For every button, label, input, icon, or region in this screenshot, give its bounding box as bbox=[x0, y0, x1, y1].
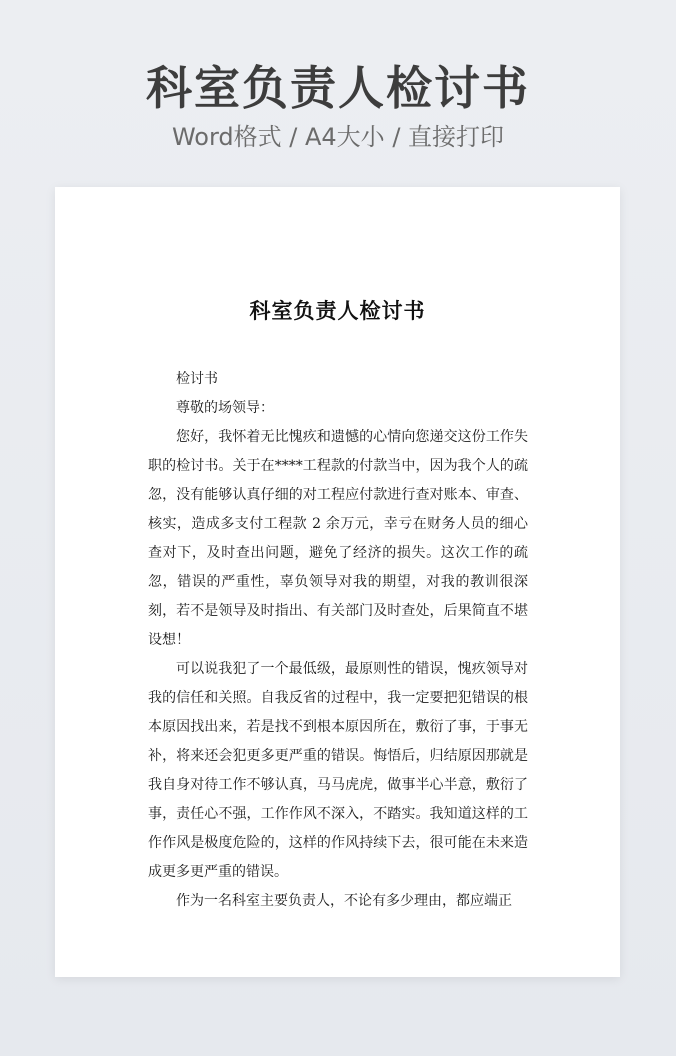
header-title: 科室负责人检讨书 bbox=[146, 61, 530, 115]
document-paragraph: 可以说我犯了一个最低级，最原则性的错误，愧疚领导对我的信任和关照。自我反省的过程中，我一定要把犯错误的根本原因找出来，若是找不到根本原因所在，敷衍了事，于事无补，将来还会犯更多更严重的错误。悔悟后，归结原因那就是我自身对待工作不够认真，马马虎虎，做事半心半意，敷衍了事，责任心不强，工作作风不深入，不踏实。我知道这样的工作作风是极度危险的，这样的作风持续下去，很可能在未来造成更多更严重的错误。 bbox=[148, 661, 528, 880]
document-page bbox=[55, 187, 620, 977]
document-paragraph: 尊敬的场领导： bbox=[176, 400, 274, 416]
document-paragraph: 作为一名科室主要负责人，不论有多少理由，都应端正 bbox=[176, 893, 512, 909]
document-title: 科室负责人检讨书 bbox=[249, 298, 426, 323]
document-paragraph: 检讨书 bbox=[176, 371, 218, 387]
page-header bbox=[0, 60, 676, 154]
document-paragraph: 您好，我怀着无比愧疚和遗憾的心情向您递交这份工作失职的检讨书。关于在****工程款的付款当中，因为我个人的疏忽，没有能够认真仔细的对工程应付款进行查对账本、审查、核实，造成多支付工程款 2 余万元，幸亏在财务人员的细心查对下，及时查出问题，避免了经济的损失。这次工作的疏忽，错误的严重性，辜负领导对我的期望，对我的教训很深刻，若不是领导及时指出、有关部门及时查处，后果简直不堪设想！ bbox=[148, 429, 528, 648]
document-body bbox=[148, 365, 528, 916]
header-subtitle: Word格式 / A4大小 / 直接打印 bbox=[171, 123, 505, 151]
